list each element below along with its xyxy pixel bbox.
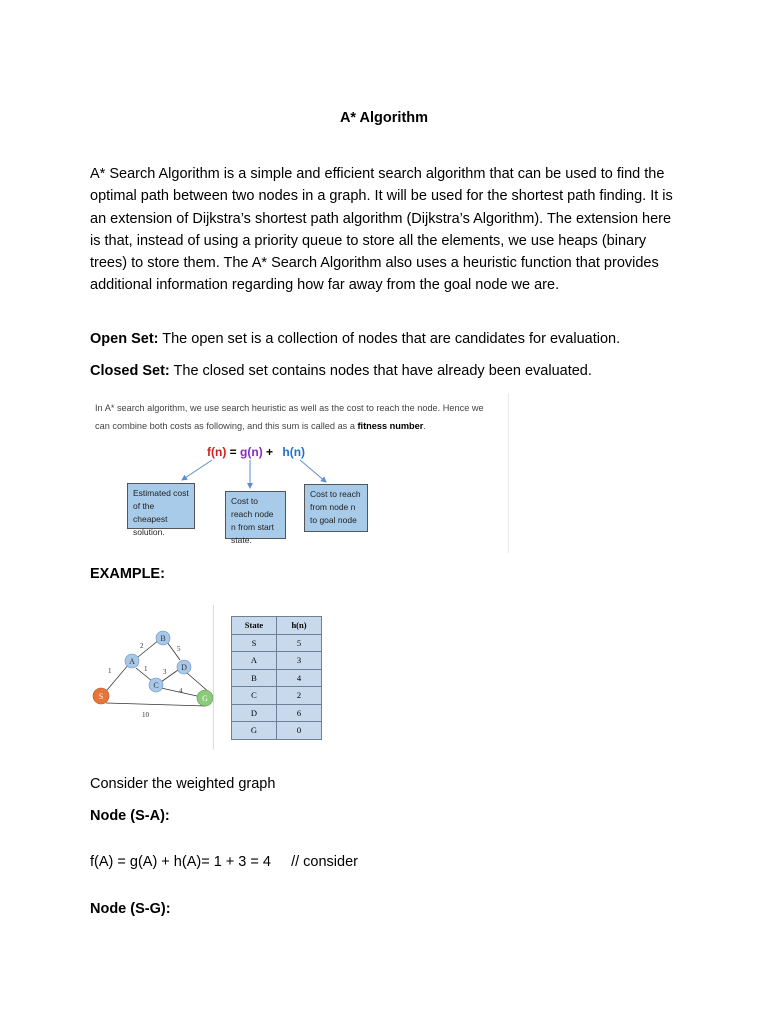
table-cell: 6 (277, 704, 322, 722)
node-label: D (181, 663, 187, 672)
table-row (232, 722, 322, 740)
table-cell: C (232, 687, 277, 705)
closed-set-text: The closed set contains nodes that have already been evaluated. (169, 363, 592, 379)
table-cell: 5 (277, 634, 322, 652)
formula-f: f(n) (207, 445, 227, 459)
table-cell: S (232, 634, 277, 652)
edge-label: 2 (140, 642, 144, 650)
arrow-h (300, 460, 326, 482)
example-graph (88, 605, 213, 750)
table-row (232, 634, 322, 652)
caption-end: . (423, 421, 426, 431)
node-label: G (202, 694, 208, 703)
box-cost-to-goal: Cost to reach from node n to goal node (304, 484, 368, 532)
table-header: h(n) (277, 617, 322, 635)
closed-set-paragraph (90, 360, 680, 382)
edge-s-g (106, 703, 206, 706)
closed-set-label: Closed Set: (90, 363, 170, 379)
table-cell: G (232, 722, 277, 740)
example-heading: EXAMPLE: (90, 566, 165, 582)
open-set-text: The open set is a collection of nodes that are candidates for evaluation. (158, 331, 621, 347)
edge-label: 5 (177, 645, 181, 653)
consider-text: Consider the weighted graph (90, 776, 276, 792)
formula-g: g(n) (240, 445, 263, 459)
node-label: A (129, 657, 135, 666)
node-label: S (98, 692, 104, 701)
table-cell: D (232, 704, 277, 722)
table-cell: B (232, 669, 277, 687)
table-row (232, 704, 322, 722)
heuristic-table (231, 616, 322, 740)
edge-label: 1 (144, 665, 148, 673)
open-set-paragraph (90, 328, 680, 350)
formula-h: h(n) (282, 445, 306, 459)
fitness-figure (90, 393, 509, 553)
edge-label: 3 (163, 668, 167, 676)
table-cell: 0 (277, 722, 322, 740)
table-row (232, 687, 322, 705)
table-header-row (232, 617, 322, 635)
edge-label: 4 (179, 687, 183, 695)
page-title: A* Algorithm (339, 110, 429, 126)
node-label: B (160, 634, 166, 643)
node-sa-heading: Node (S-A): (90, 808, 170, 824)
edge-label: 1 (108, 667, 112, 675)
arrow-f (182, 460, 212, 480)
table-row (232, 652, 322, 670)
intro-paragraph: A* Search Algorithm is a simple and efficient search algorithm that can be used to find the optimal path between two nodes in a graph. It will be used for the shortest path finding. It is an extension of Dijkstra’s shortest path algorithm (Dijkstra’s Algorithm). The extension here is that, instead of using a priority queue to store all the elements, we use heaps (binary trees) to store them. The A* Search Algorithm also uses a heuristic function that provides additional information regarding how far away from the goal node we are. (90, 166, 673, 294)
table-row (232, 669, 322, 687)
box-cost-to-reach-n: Cost to reach node n from start state. (225, 491, 286, 539)
table-cell: 3 (277, 652, 322, 670)
table-cell: A (232, 652, 277, 670)
calc-sa: f(A) = g(A) + h(A)= 1 + 3 = 4 // consider (90, 854, 358, 870)
table-cell: 2 (277, 687, 322, 705)
node-label: C (153, 681, 159, 690)
caption-text: In A* search algorithm, we use search heuristic as well as the cost to reach the node. Hence we can combine both costs as following, and this sum is called as a (95, 403, 484, 431)
formula-eq: = (229, 445, 237, 459)
table-header: State (232, 617, 277, 635)
box-estimated-cost: Estimated cost of the cheapest solution. (127, 483, 195, 529)
caption-bold: fitness number (357, 421, 424, 431)
table-cell: 4 (277, 669, 322, 687)
figure-divider (213, 605, 214, 750)
open-set-label: Open Set: (90, 331, 159, 347)
formula-plus: + (266, 445, 274, 459)
edge-label: 10 (142, 711, 149, 719)
node-sg-heading: Node (S-G): (90, 901, 171, 917)
